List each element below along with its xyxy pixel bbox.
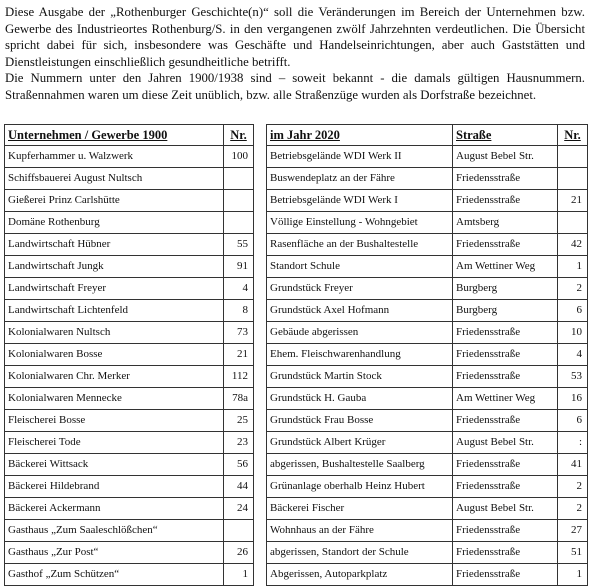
street-cell: August Bebel Str.	[453, 146, 558, 168]
table-row	[5, 146, 588, 168]
nr-1900-cell	[224, 520, 254, 542]
company-1900-cell: Fleischerei Tode	[5, 432, 224, 454]
header-nr-2020: Nr.	[558, 125, 588, 146]
company-1900-cell: Fleischerei Bosse	[5, 410, 224, 432]
nr-1900-cell: 100	[224, 146, 254, 168]
table-row	[5, 564, 588, 586]
table-row	[5, 344, 588, 366]
use-2020-cell: Gebäude abgerissen	[267, 322, 453, 344]
header-year-2020: im Jahr 2020	[267, 125, 453, 146]
header-nr-1900: Nr.	[224, 125, 254, 146]
intro-paragraph-2: Die Nummern unter den Jahren 1900/1938 sind – soweit bekannt - die damals gültigen Hausnummern. Straßennahmen waren um diese Zeit unüblich, bzw. alle Straßenzüge wurden als Dorfstraße bezeichnet.	[5, 71, 585, 102]
column-gap	[254, 212, 267, 234]
nr-2020-cell: 27	[558, 520, 588, 542]
use-2020-cell: Völlige Einstellung - Wohngebiet	[267, 212, 453, 234]
column-gap	[254, 190, 267, 212]
column-gap	[254, 542, 267, 564]
nr-1900-cell: 112	[224, 366, 254, 388]
nr-1900-cell	[224, 168, 254, 190]
nr-2020-cell: 2	[558, 476, 588, 498]
nr-2020-cell: 41	[558, 454, 588, 476]
use-2020-cell: abgerissen, Bushaltestelle Saalberg	[267, 454, 453, 476]
column-gap	[254, 498, 267, 520]
street-cell: Friedensstraße	[453, 366, 558, 388]
intro-paragraph-1: Diese Ausgabe der „Rothenburger Geschichte(n)“ soll die Veränderungen im Bereich der Unternehmen bzw. Gewerbe des Industrieortes Rothenburg/S. in den vergangenen zwölf Jahrzehnten verdeutlichen. Die Übersicht spricht dabei für sich, insbesondere was Geschäfte und Handelseinrichtungen, aber auch Gaststätten und Dienstleistungen einschließlich gesundheitliche betrifft.	[5, 5, 585, 69]
column-gap	[254, 432, 267, 454]
nr-1900-cell: 91	[224, 256, 254, 278]
nr-2020-cell: 10	[558, 322, 588, 344]
street-cell: Friedensstraße	[453, 410, 558, 432]
company-1900-cell: Gasthof „Zum Schützen“	[5, 564, 224, 586]
use-2020-cell: Grundstück Albert Krüger	[267, 432, 453, 454]
street-cell: Am Wettiner Weg	[453, 256, 558, 278]
company-1900-cell: Landwirtschaft Lichtenfeld	[5, 300, 224, 322]
nr-2020-cell: 53	[558, 366, 588, 388]
nr-1900-cell: 73	[224, 322, 254, 344]
column-gap	[254, 564, 267, 586]
street-cell: Friedensstraße	[453, 520, 558, 542]
use-2020-cell: Grünanlage oberhalb Heinz Hubert	[267, 476, 453, 498]
table-row	[5, 476, 588, 498]
nr-1900-cell: 55	[224, 234, 254, 256]
use-2020-cell: Grundstück Axel Hofmann	[267, 300, 453, 322]
table-row	[5, 322, 588, 344]
nr-1900-cell	[224, 190, 254, 212]
column-gap	[254, 278, 267, 300]
street-cell: Burgberg	[453, 300, 558, 322]
column-gap	[254, 520, 267, 542]
table-header-row	[5, 125, 588, 146]
company-1900-cell: Landwirtschaft Jungk	[5, 256, 224, 278]
street-cell: August Bebel Str.	[453, 432, 558, 454]
company-1900-cell: Gasthaus „Zum Saaleschlößchen“	[5, 520, 224, 542]
company-1900-cell: Gasthaus „Zur Post“	[5, 542, 224, 564]
company-1900-cell: Bäckerei Hildebrand	[5, 476, 224, 498]
company-1900-cell: Landwirtschaft Hübner	[5, 234, 224, 256]
street-cell: Friedensstraße	[453, 454, 558, 476]
nr-2020-cell: 1	[558, 256, 588, 278]
company-1900-cell: Gießerei Prinz Carlshütte	[5, 190, 224, 212]
nr-1900-cell: 25	[224, 410, 254, 432]
nr-2020-cell: 4	[558, 344, 588, 366]
use-2020-cell: Rasenfläche an der Bushaltestelle	[267, 234, 453, 256]
intro-text	[5, 4, 585, 104]
use-2020-cell: Betriebsgelände WDI Werk I	[267, 190, 453, 212]
column-gap	[254, 476, 267, 498]
use-2020-cell: Standort Schule	[267, 256, 453, 278]
column-gap	[254, 410, 267, 432]
street-cell: Burgberg	[453, 278, 558, 300]
column-gap	[254, 146, 267, 168]
nr-1900-cell	[224, 212, 254, 234]
nr-2020-cell: 51	[558, 542, 588, 564]
use-2020-cell: Betriebsgelände WDI Werk II	[267, 146, 453, 168]
nr-1900-cell: 21	[224, 344, 254, 366]
column-gap	[254, 388, 267, 410]
street-cell: Friedensstraße	[453, 476, 558, 498]
table-row	[5, 454, 588, 476]
street-cell: Friedensstraße	[453, 190, 558, 212]
use-2020-cell: Ehem. Fleischwarenhandlung	[267, 344, 453, 366]
nr-1900-cell: 1	[224, 564, 254, 586]
nr-2020-cell: 21	[558, 190, 588, 212]
street-cell: Friedensstraße	[453, 322, 558, 344]
nr-1900-cell: 8	[224, 300, 254, 322]
header-company-1900: Unternehmen / Gewerbe 1900	[5, 125, 224, 146]
table-row	[5, 234, 588, 256]
company-1900-cell: Schiffsbauerei August Nultsch	[5, 168, 224, 190]
use-2020-cell: Grundstück H. Gauba	[267, 388, 453, 410]
column-gap	[254, 125, 267, 146]
nr-1900-cell: 44	[224, 476, 254, 498]
use-2020-cell: Abgerissen, Autoparkplatz	[267, 564, 453, 586]
table-row	[5, 366, 588, 388]
business-comparison-table	[4, 124, 588, 586]
company-1900-cell: Bäckerei Wittsack	[5, 454, 224, 476]
nr-1900-cell: 4	[224, 278, 254, 300]
column-gap	[254, 300, 267, 322]
nr-1900-cell: 23	[224, 432, 254, 454]
street-cell: Friedensstraße	[453, 234, 558, 256]
use-2020-cell: abgerissen, Standort der Schule	[267, 542, 453, 564]
use-2020-cell: Grundstück Frau Bosse	[267, 410, 453, 432]
nr-2020-cell: 1	[558, 564, 588, 586]
street-cell: Am Wettiner Weg	[453, 388, 558, 410]
street-cell: August Bebel Str.	[453, 498, 558, 520]
nr-2020-cell	[558, 168, 588, 190]
company-1900-cell: Landwirtschaft Freyer	[5, 278, 224, 300]
street-cell: Friedensstraße	[453, 168, 558, 190]
table-row	[5, 520, 588, 542]
company-1900-cell: Kolonialwaren Mennecke	[5, 388, 224, 410]
nr-1900-cell: 24	[224, 498, 254, 520]
nr-1900-cell: 26	[224, 542, 254, 564]
street-cell: Friedensstraße	[453, 344, 558, 366]
company-1900-cell: Kolonialwaren Bosse	[5, 344, 224, 366]
nr-2020-cell	[558, 146, 588, 168]
use-2020-cell: Grundstück Martin Stock	[267, 366, 453, 388]
nr-2020-cell: 6	[558, 300, 588, 322]
table-row	[5, 388, 588, 410]
company-1900-cell: Kolonialwaren Nultsch	[5, 322, 224, 344]
header-street: Straße	[453, 125, 558, 146]
column-gap	[254, 234, 267, 256]
use-2020-cell: Wohnhaus an der Fähre	[267, 520, 453, 542]
company-1900-cell: Bäckerei Ackermann	[5, 498, 224, 520]
company-1900-cell: Kupferhammer u. Walzwerk	[5, 146, 224, 168]
table-body	[5, 146, 588, 586]
street-cell: Friedensstraße	[453, 564, 558, 586]
table-row	[5, 498, 588, 520]
table-row	[5, 542, 588, 564]
column-gap	[254, 454, 267, 476]
column-gap	[254, 322, 267, 344]
street-cell: Amtsberg	[453, 212, 558, 234]
table-row	[5, 278, 588, 300]
table-row	[5, 256, 588, 278]
table-row	[5, 190, 588, 212]
nr-1900-cell: 56	[224, 454, 254, 476]
use-2020-cell: Bäckerei Fischer	[267, 498, 453, 520]
column-gap	[254, 168, 267, 190]
company-1900-cell: Kolonialwaren Chr. Merker	[5, 366, 224, 388]
nr-2020-cell	[558, 212, 588, 234]
table-row	[5, 300, 588, 322]
table-row	[5, 410, 588, 432]
table-row	[5, 432, 588, 454]
nr-2020-cell: 16	[558, 388, 588, 410]
nr-2020-cell: 2	[558, 278, 588, 300]
column-gap	[254, 256, 267, 278]
use-2020-cell: Grundstück Freyer	[267, 278, 453, 300]
company-1900-cell: Domäne Rothenburg	[5, 212, 224, 234]
column-gap	[254, 344, 267, 366]
street-cell: Friedensstraße	[453, 542, 558, 564]
nr-1900-cell: 78a	[224, 388, 254, 410]
table-row	[5, 168, 588, 190]
column-gap	[254, 366, 267, 388]
use-2020-cell: Buswendeplatz an der Fähre	[267, 168, 453, 190]
nr-2020-cell: :	[558, 432, 588, 454]
nr-2020-cell: 2	[558, 498, 588, 520]
nr-2020-cell: 6	[558, 410, 588, 432]
nr-2020-cell: 42	[558, 234, 588, 256]
table-row	[5, 212, 588, 234]
